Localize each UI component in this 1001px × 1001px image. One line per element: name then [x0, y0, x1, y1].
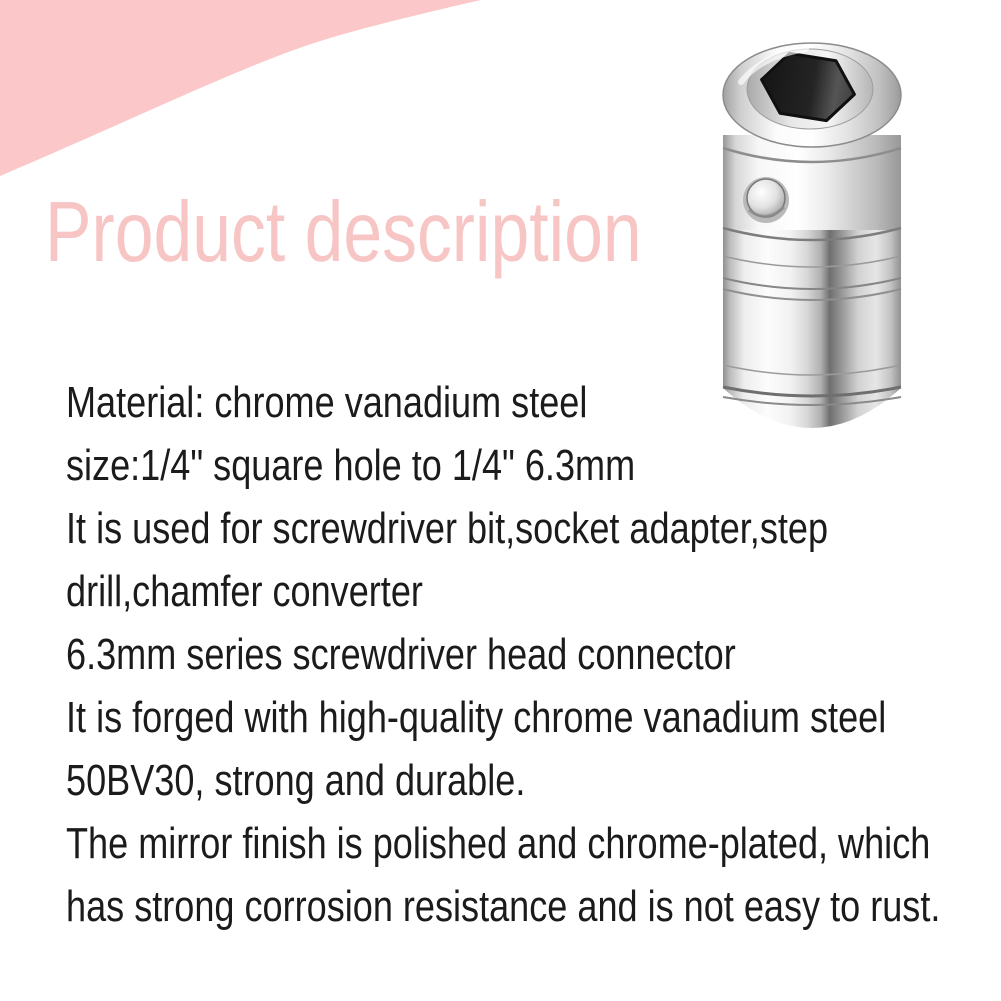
description-line: has strong corrosion resistance and is not easy to rust. [66, 882, 941, 931]
corner-decoration-shape [0, 0, 481, 176]
description-line: It is used for screwdriver bit,socket adapter,step [66, 504, 829, 553]
corner-decoration [0, 0, 500, 190]
description-line: drill,chamfer converter [66, 567, 423, 616]
description-line: The mirror finish is polished and chrome-plated, which [66, 819, 931, 868]
product-description-text [66, 371, 968, 938]
description-line: Material: chrome vanadium steel [66, 378, 588, 427]
description-line: 6.3mm series screwdriver head connector [66, 630, 736, 679]
page-title: Product description [45, 185, 642, 280]
description-line: size:1/4" square hole to 1/4" 6.3mm [66, 441, 636, 490]
description-line: It is forged with high-quality chrome vanadium steel [66, 693, 887, 742]
product-photo-socket-adapter [716, 40, 908, 430]
description-line: 50BV30, strong and durable. [66, 756, 526, 805]
